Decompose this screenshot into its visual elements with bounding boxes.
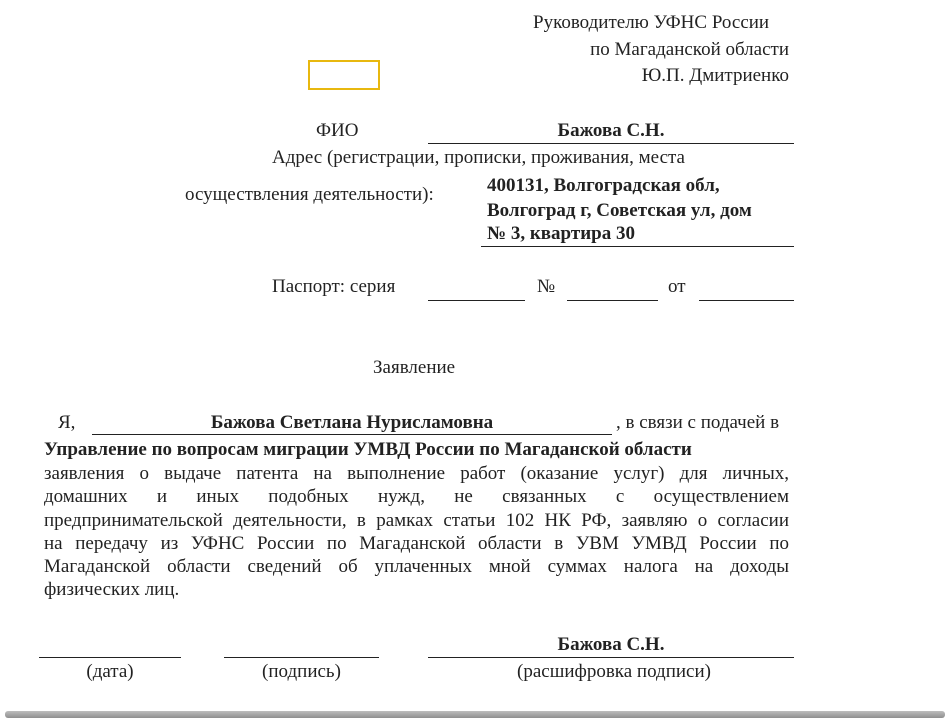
body-line: Магаданской области сведений об уплаченных мной суммах налога на доходы <box>44 556 789 578</box>
signature-caption: (подпись) <box>262 661 341 682</box>
addressee-line-3: Ю.П. Дмитриенко <box>641 65 789 86</box>
statement-body <box>44 462 789 602</box>
addressee-line-2: по Магаданской области <box>590 39 789 60</box>
fio-label: ФИО <box>316 120 359 141</box>
body-line: на передачу из УФНС России по Магаданской области в УВМ УМВД России по <box>44 532 789 554</box>
address-value-line-2: Волгоград г, Советская ул, дом <box>487 200 752 221</box>
applicant-full-name: Бажова Светлана Нурисламовна <box>210 412 494 433</box>
signature-name: Бажова С.Н. <box>557 634 665 655</box>
full-name-underline <box>92 434 612 435</box>
i-label: Я, <box>58 412 76 433</box>
passport-date-field <box>699 300 794 301</box>
passport-date-label: от <box>668 276 686 297</box>
address-underline <box>481 246 794 247</box>
passport-series-label: Паспорт: серия <box>272 276 396 297</box>
fio-underline <box>428 143 794 144</box>
body-line: предпринимательской деятельности, в рамках статьи 102 НК РФ, заявляю о согласии <box>44 509 789 531</box>
passport-series-field <box>428 300 525 301</box>
after-name-text: , в связи с подачей в <box>616 412 780 433</box>
passport-number-label: № <box>537 276 556 297</box>
passport-number-field <box>567 300 658 301</box>
authority-name: Управление по вопросам миграции УМВД России по Магаданской области <box>44 439 692 460</box>
addressee-line-1: Руководителю УФНС России <box>533 12 770 33</box>
address-value-line-3: № 3, квартира 30 <box>487 223 635 244</box>
statement-title: Заявление <box>373 357 456 378</box>
address-label-line-2: осуществления деятельности): <box>185 184 434 205</box>
fio-value: Бажова С.Н. <box>557 120 665 141</box>
signature-line <box>224 657 379 658</box>
body-line: заявления о выдаче патента на выполнение работ (оказание услуг) для личных, <box>44 463 789 484</box>
date-line <box>39 657 181 658</box>
body-line: домашних и иных подобных нужд, не связанных с осуществлением <box>44 486 789 508</box>
date-caption: (дата) <box>86 661 134 682</box>
highlight-box <box>308 60 380 90</box>
address-value-line-1: 400131, Волгоградская обл, <box>487 175 720 196</box>
body-line: физических лиц. <box>44 579 180 601</box>
address-label-line-1: Адрес (регистрации, прописки, проживания, места <box>272 147 685 168</box>
horizontal-scrollbar[interactable] <box>5 711 945 718</box>
decoding-caption: (расшифровка подписи) <box>517 661 711 682</box>
decoding-line <box>428 657 794 658</box>
